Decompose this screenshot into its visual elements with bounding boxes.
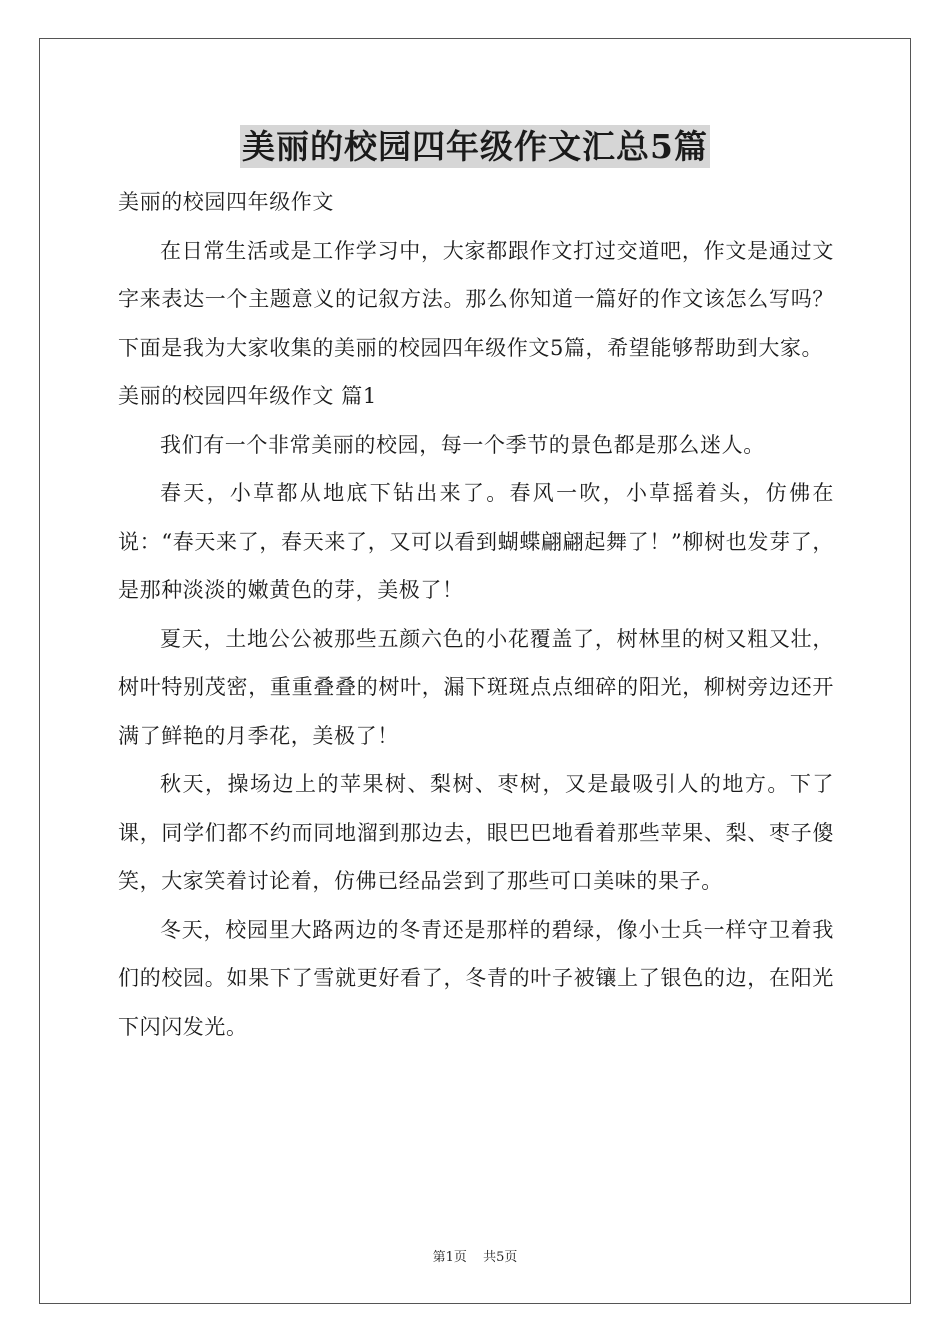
body-paragraph-summer: 夏天，土地公公被那些五颜六色的小花覆盖了，树林里的树又粗又壮，树叶特别茂密，重重叠叠的树叶，漏下斑斑点点细碎的阳光，柳树旁边还开满了鲜艳的月季花，美极了！ [118, 626, 834, 748]
section-heading: 美丽的校园四年级作文 [118, 190, 334, 214]
page-number-total: 共5页 [483, 1250, 518, 1265]
document-title-wrapper [0, 125, 950, 168]
body-paragraph-autumn: 秋天，操场边上的苹果树、梨树、枣树，又是最吸引人的地方。下了课，同学们都不约而同地溜到那边去，眼巴巴地看着那些苹果、梨、枣子傻笑，大家笑着讨论着，仿佛已经品尝到了那些可口美味的果子。 [118, 772, 834, 893]
intro-paragraph: 在日常生活或是工作学习中，大家都跟作文打过交道吧，作文是通过文字来表达一个主题意义的记叙方法。那么你知道一篇好的作文该怎么写吗？下面是我为大家收集的美丽的校园四年级作文5篇，希望能够帮助到大家。 [118, 238, 834, 360]
body-paragraph-winter: 冬天，校园里大路两边的冬青还是那样的碧绿，像小士兵一样守卫着我们的校园。如果下了雪就更好看了，冬青的叶子被镶上了银色的边，在阳光下闪闪发光。 [118, 917, 834, 1039]
body-paragraph-spring: 春天，小草都从地底下钻出来了。春风一吹，小草摇着头，仿佛在说：“春天来了，春天来了，又可以看到蝴蝶翩翩起舞了！”柳树也发芽了，是那种淡淡的嫩黄色的芽，美极了！ [118, 481, 834, 602]
page-number-current: 第1页 [432, 1250, 467, 1265]
page-footer [0, 1246, 950, 1265]
document-title: 美丽的校园四年级作文汇总5篇 [242, 127, 708, 166]
body-paragraph: 我们有一个非常美丽的校园，每一个季节的景色都是那么迷人。 [160, 432, 765, 457]
document-body [118, 178, 834, 1051]
essay-heading: 美丽的校园四年级作文 篇1 [118, 384, 377, 408]
